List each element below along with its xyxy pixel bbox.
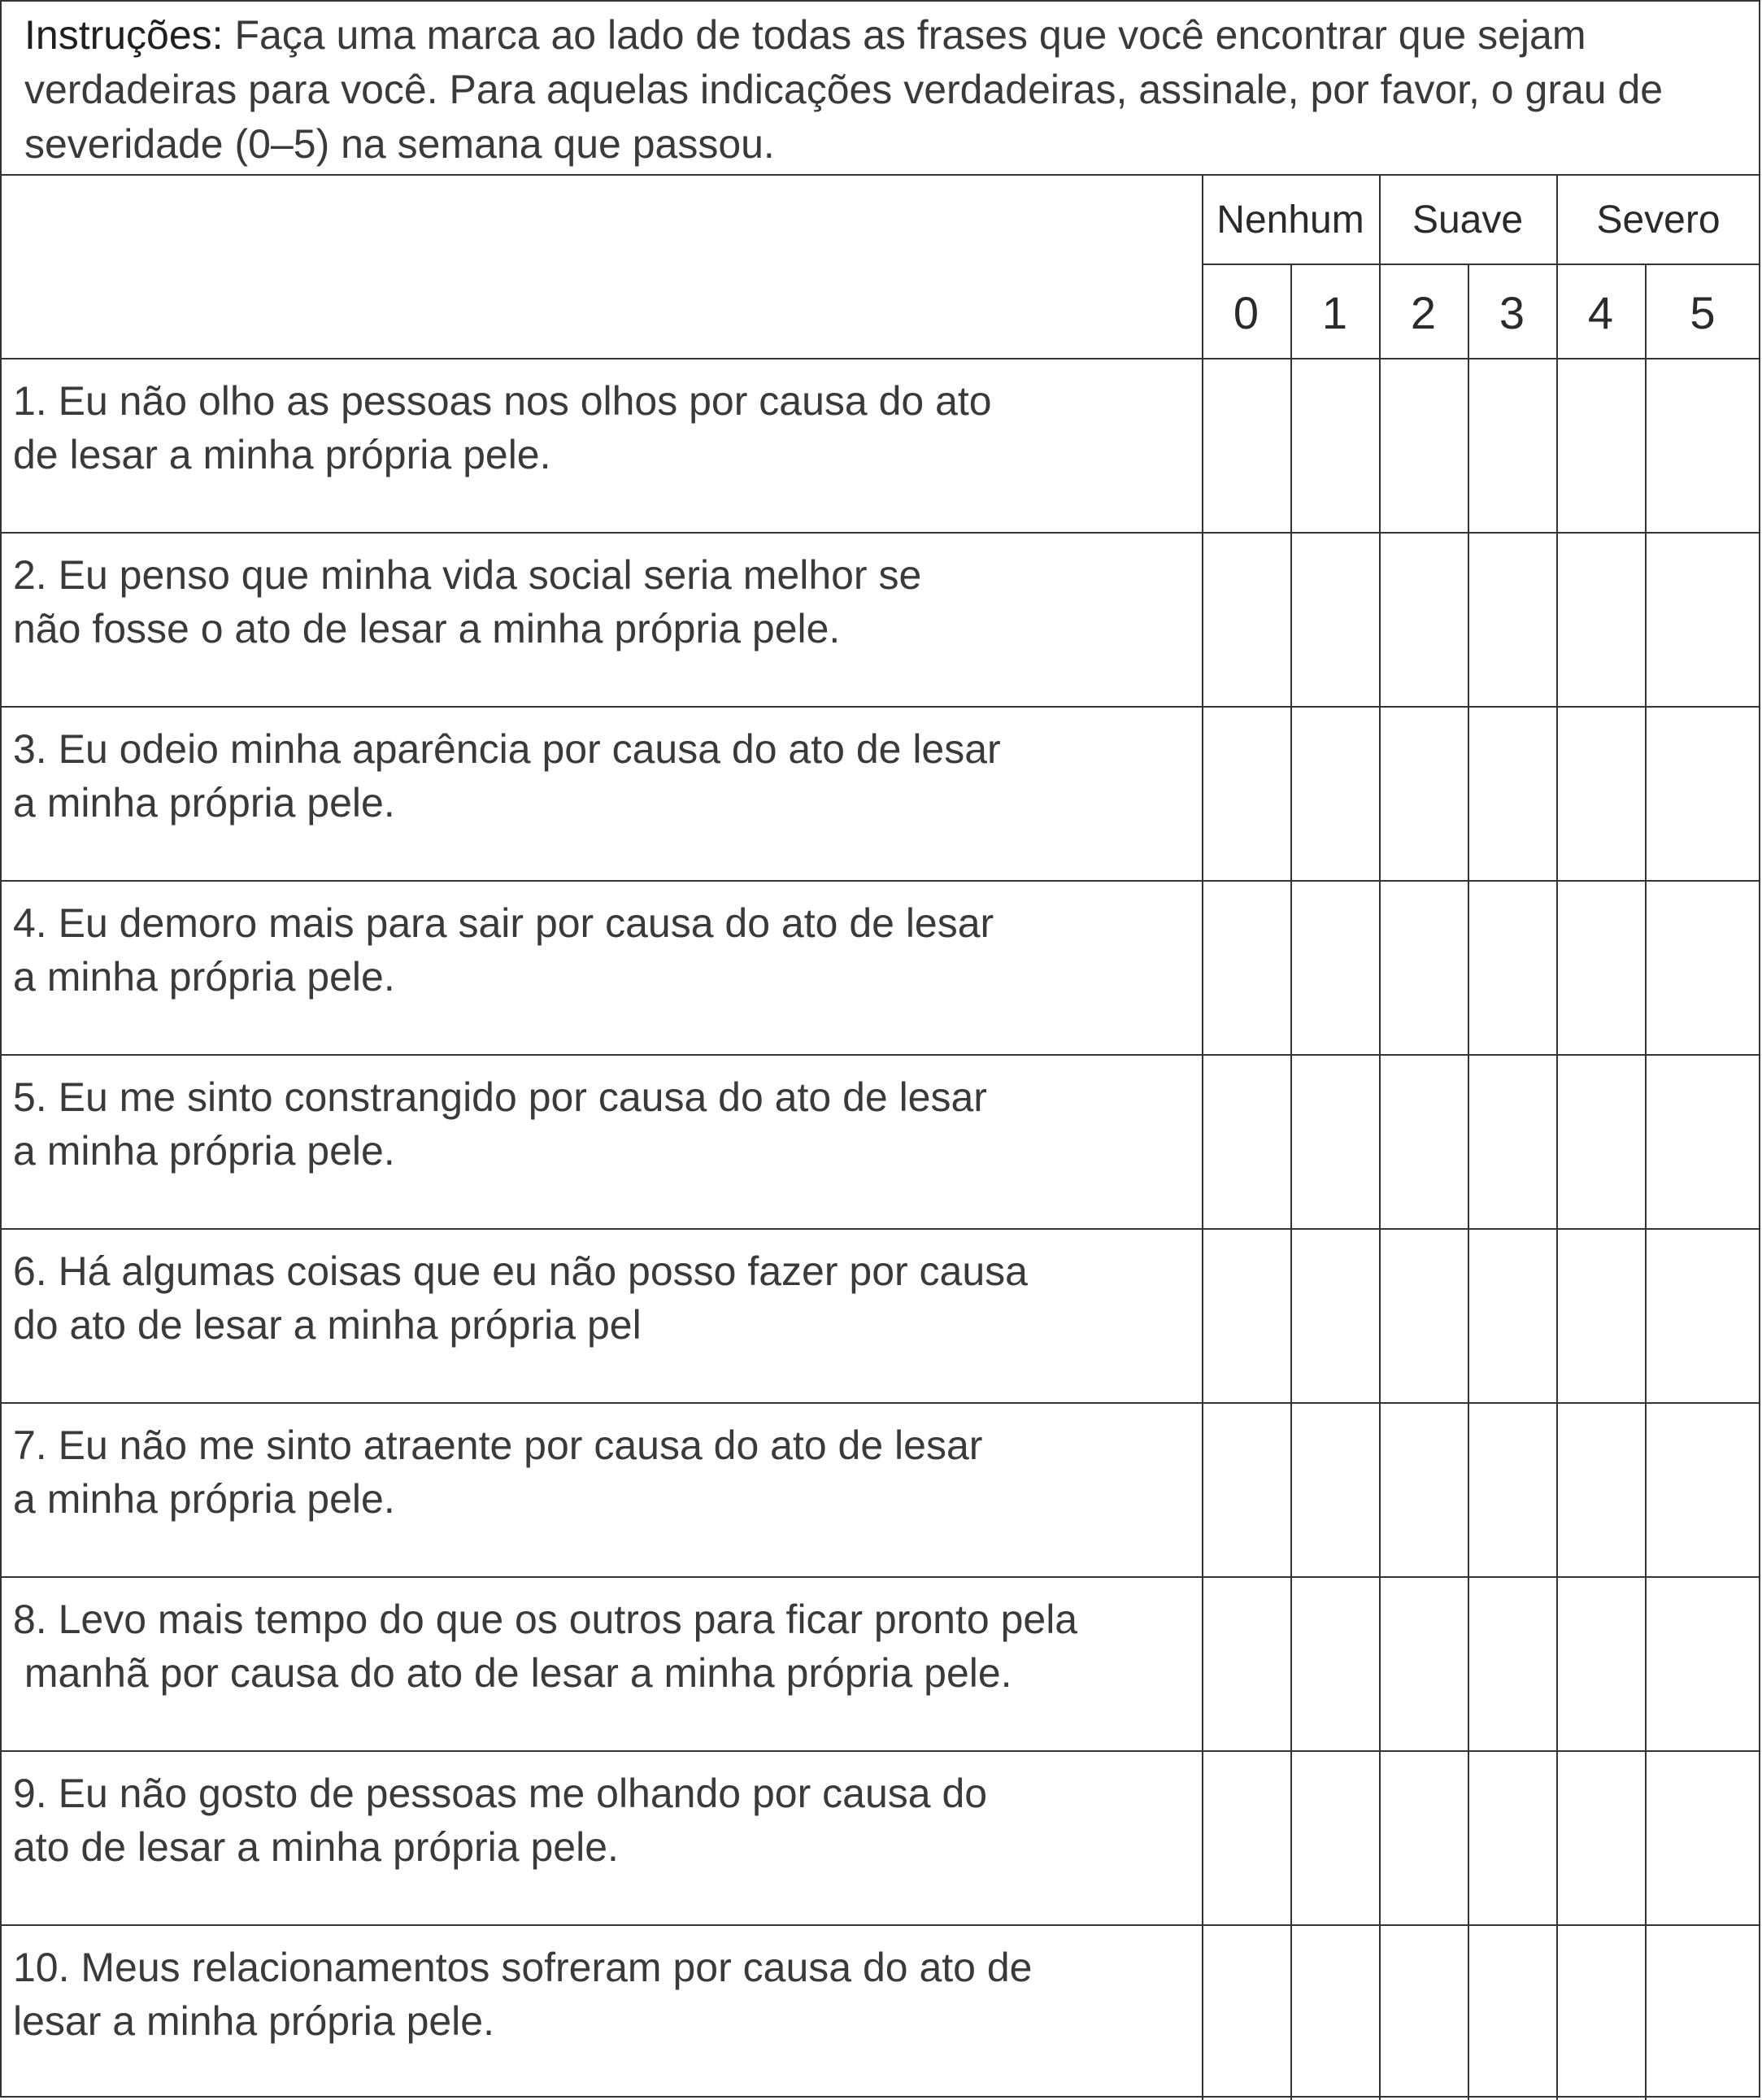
- rating-checkbox[interactable]: [1558, 1057, 1645, 1230]
- rating-checkbox[interactable]: [1203, 1928, 1290, 2100]
- column-divider: [1468, 264, 1469, 2100]
- rating-checkbox[interactable]: [1381, 883, 1468, 1056]
- instructions-text: Faça uma marca ao lado de todas as frases que você encontrar que sejam verdadeiras para você. Para aquelas indicações verdadeiras, assinale, por favor, o grau de severidade (0–5) na semana que passou.: [24, 12, 1664, 167]
- rating-checkbox[interactable]: [1381, 1579, 1468, 1752]
- rating-checkbox[interactable]: [1292, 1231, 1379, 1404]
- rating-checkbox[interactable]: [1558, 883, 1645, 1056]
- rating-checkbox[interactable]: [1647, 1928, 1760, 2100]
- rating-checkbox[interactable]: [1469, 1928, 1556, 2100]
- rating-checkbox[interactable]: [1647, 1057, 1760, 1230]
- rating-checkbox[interactable]: [1558, 1928, 1645, 2100]
- scale-value-label: 4: [1587, 286, 1614, 338]
- rating-checkbox[interactable]: [1558, 361, 1645, 534]
- rating-checkbox[interactable]: [1292, 883, 1379, 1056]
- rating-checkbox[interactable]: [1203, 1231, 1290, 1404]
- scale-group-label: Severo: [1596, 198, 1721, 242]
- rating-checkbox[interactable]: [1203, 1754, 1290, 1926]
- item-statement: 9. Eu não gosto de pessoas me olhando por causa do ato de lesar a minha própria pele.: [13, 1771, 988, 1870]
- item-statement: 7. Eu não me sinto atraente por causa do ato de lesar a minha própria pele.: [13, 1423, 983, 1522]
- rating-checkbox[interactable]: [1647, 709, 1760, 882]
- row-divider: [2, 1750, 1760, 1752]
- rating-checkbox[interactable]: [1203, 1057, 1290, 1230]
- rating-checkbox[interactable]: [1469, 1579, 1556, 1752]
- rating-checkbox[interactable]: [1469, 709, 1556, 882]
- rating-checkbox[interactable]: [1292, 1928, 1379, 2100]
- rating-checkbox[interactable]: [1203, 535, 1290, 708]
- rating-checkbox[interactable]: [1469, 883, 1556, 1056]
- item-statement: 10. Meus relacionamentos sofreram por causa do ato de lesar a minha própria pele.: [13, 1945, 1033, 2044]
- rating-checkbox[interactable]: [1381, 535, 1468, 708]
- rating-checkbox[interactable]: [1469, 535, 1556, 708]
- rating-checkbox[interactable]: [1203, 1579, 1290, 1752]
- rating-checkbox[interactable]: [1381, 1231, 1468, 1404]
- item-statement: 1. Eu não olho as pessoas nos olhos por causa do ato de lesar a minha própria pele.: [13, 378, 992, 477]
- rating-checkbox[interactable]: [1292, 1579, 1379, 1752]
- row-divider: [2, 1576, 1760, 1578]
- row-divider: [2, 880, 1760, 882]
- rating-checkbox[interactable]: [1203, 1405, 1290, 1578]
- rating-checkbox[interactable]: [1203, 883, 1290, 1056]
- rating-checkbox[interactable]: [1558, 1579, 1645, 1752]
- column-divider: [1379, 176, 1381, 2100]
- rating-checkbox[interactable]: [1647, 361, 1760, 534]
- rating-checkbox[interactable]: [1558, 1405, 1645, 1578]
- row-divider: [2, 1054, 1760, 1056]
- scale-value-label: 1: [1321, 286, 1348, 338]
- rating-checkbox[interactable]: [1292, 535, 1379, 708]
- rating-checkbox[interactable]: [1381, 709, 1468, 882]
- rating-checkbox[interactable]: [1647, 535, 1760, 708]
- rating-checkbox[interactable]: [1292, 709, 1379, 882]
- scale-value-label: 5: [1690, 286, 1716, 338]
- instructions: [2, 2, 1760, 176]
- rating-checkbox[interactable]: [1292, 361, 1379, 534]
- rating-checkbox[interactable]: [1647, 1405, 1760, 1578]
- item-statement: 8. Levo mais tempo do que os outros para ficar pronto pela manhã por causa do ato de lesar a minha própria pele.: [13, 1597, 1078, 1696]
- rating-checkbox[interactable]: [1469, 1057, 1556, 1230]
- rating-checkbox[interactable]: [1558, 1231, 1645, 1404]
- scale-value-label: 0: [1233, 286, 1260, 338]
- rating-checkbox[interactable]: [1381, 1405, 1468, 1578]
- rating-checkbox[interactable]: [1292, 1405, 1379, 1578]
- rating-checkbox[interactable]: [1203, 709, 1290, 882]
- column-divider: [1556, 176, 1558, 2100]
- rating-checkbox[interactable]: [1647, 1754, 1760, 1926]
- rating-checkbox[interactable]: [1558, 535, 1645, 708]
- rating-checkbox[interactable]: [1381, 1928, 1468, 2100]
- row-divider: [2, 358, 1760, 359]
- scale-value-label: 3: [1499, 286, 1525, 338]
- rating-checkbox[interactable]: [1469, 1405, 1556, 1578]
- row-divider: [2, 706, 1760, 708]
- rating-checkbox[interactable]: [1647, 1231, 1760, 1404]
- item-statement: 3. Eu odeio minha aparência por causa do ato de lesar a minha própria pele.: [13, 726, 1001, 826]
- rating-checkbox[interactable]: [1558, 709, 1645, 882]
- scale-group-label: Suave: [1412, 198, 1524, 242]
- column-divider: [1290, 264, 1292, 2100]
- rating-checkbox[interactable]: [1381, 1057, 1468, 1230]
- rating-checkbox[interactable]: [1203, 361, 1290, 534]
- rating-checkbox[interactable]: [1647, 1579, 1760, 1752]
- rating-checkbox[interactable]: [1292, 1057, 1379, 1230]
- item-statement: 6. Há algumas coisas que eu não posso fazer por causa do ato de lesar a minha própria pel: [13, 1248, 1028, 1348]
- rating-checkbox[interactable]: [1292, 1754, 1379, 1926]
- rating-checkbox[interactable]: [1558, 1754, 1645, 1926]
- row-divider: [2, 1228, 1760, 1230]
- row-divider: [2, 1402, 1760, 1404]
- rating-checkbox[interactable]: [1469, 361, 1556, 534]
- row-divider: [2, 1924, 1760, 1926]
- scale-group-label: Nenhum: [1216, 198, 1364, 242]
- rating-checkbox[interactable]: [1647, 883, 1760, 1056]
- rating-checkbox[interactable]: [1469, 1231, 1556, 1404]
- item-statement: 2. Eu penso que minha vida social seria melhor se não fosse o ato de lesar a minha própria pele.: [13, 552, 922, 651]
- scale-value-label: 2: [1410, 286, 1437, 338]
- instructions-label: Instruções:: [24, 12, 224, 58]
- rating-checkbox[interactable]: [1381, 361, 1468, 534]
- rating-checkbox[interactable]: [1381, 1754, 1468, 1926]
- item-statement: 5. Eu me sinto constrangido por causa do ato de lesar a minha própria pele.: [13, 1074, 987, 1174]
- row-divider: [2, 532, 1760, 534]
- column-divider: [1202, 176, 1203, 2100]
- column-divider: [1645, 264, 1647, 2100]
- rating-checkbox[interactable]: [1469, 1754, 1556, 1926]
- item-statement: 4. Eu demoro mais para sair por causa do ato de lesar a minha própria pele.: [13, 900, 994, 1000]
- divider: [1202, 264, 1760, 265]
